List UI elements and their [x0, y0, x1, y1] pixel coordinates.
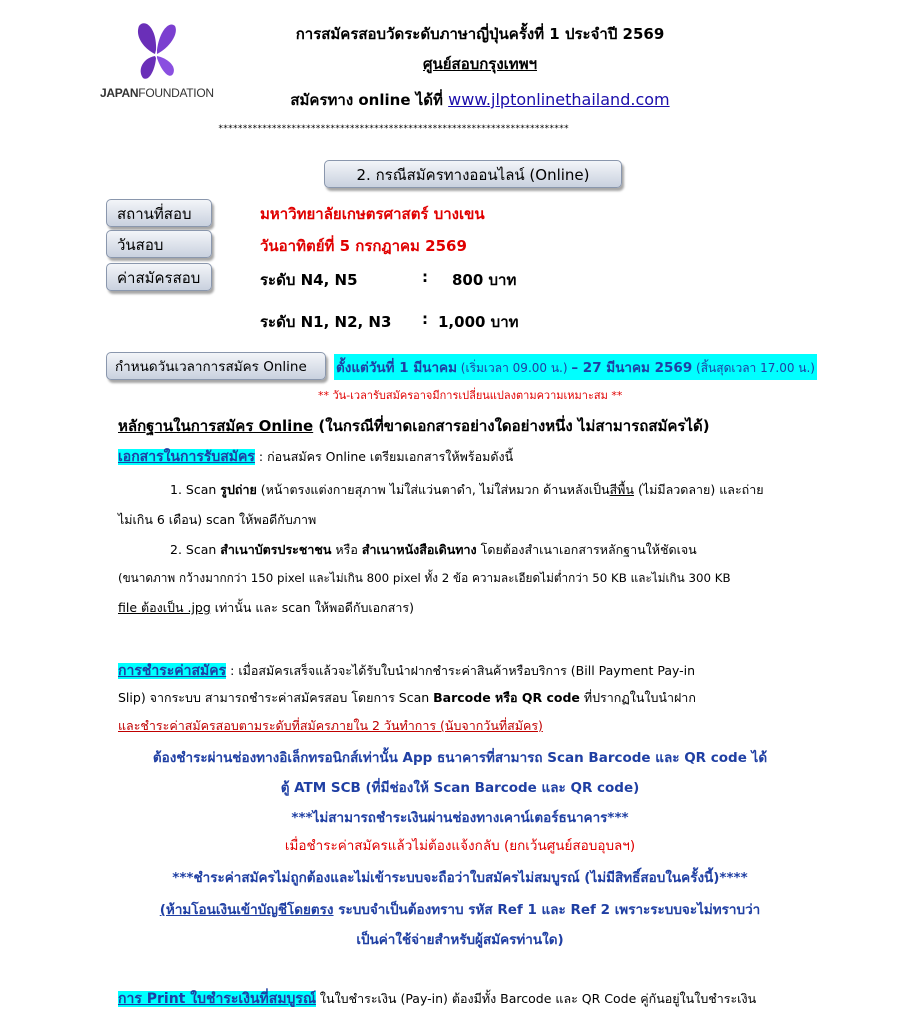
payment-line-6: ***ไม่สามารถชำระเงินผ่านช่องทางเคาน์เตอร์ธนาคาร*** — [291, 810, 629, 826]
item-2-line-2: (ขนาดภาพ กว้างมากกว่า 150 pixel และไม่เกิน 800 pixel ทั้ง 2 ข้อ ความละเอียดไม่ต่ำกว่า 50 KB และไม่เกิน 300 KB — [118, 571, 731, 585]
fee-label: ค่าสมัครสอบ — [106, 263, 212, 291]
docs-line: เอกสารในการรับสมัคร : ก่อนสมัคร Online เตรียมเอกสารให้พร้อมดังนี้ — [118, 449, 514, 465]
venue-label: สถานที่สอบ — [106, 199, 212, 227]
item-1-line-2: ไม่เกิน 6 เดือน) scan ให้พอดีกับภาพ — [118, 512, 317, 527]
fee-row-1-amount: 800 บาท — [452, 271, 517, 289]
period-value: ตั้งแต่วันที่ 1 มีนาคม (เริ่มเวลา 09.00 น.) – 27 มีนาคม 2569 (สิ้นสุดเวลา 17.00 น.) — [334, 354, 817, 380]
payment-line-4: ต้องชำระผ่านช่องทางอิเล็กทรอนิกส์เท่านั้น App ธนาคารที่สามารถ Scan Barcode และ QR code ได้ — [152, 750, 768, 766]
fee-row-2-amount: 1,000 บาท — [438, 313, 519, 331]
payment-line-9: (ห้ามโอนเงินเข้าบัญชีโดยตรง ระบบจำเป็นต้องทราบ รหัส Ref 1 และ Ref 2 เพราะระบบจะไม่ทราบว่า — [159, 902, 761, 918]
payment-line-2: Slip) จากระบบ สามารถชำระค่าสมัครสอบ โดยการ Scan Barcode หรือ QR code ที่ปรากฏในใบนำฝาก — [118, 690, 696, 705]
header-online: สมัครทาง online ได้ที่ www.jlptonlinethailand.com — [290, 90, 670, 109]
evidence-title: หลักฐานในการสมัคร Online (ในกรณีที่ขาดเอกสารอย่างใดอย่างหนึ่ง ไม่สามารถสมัครได้) — [118, 417, 710, 435]
item-2-line-1: 2. Scan สำเนาบัตรประชาชน หรือ สำเนาหนังสือเดินทาง โดยต้องสำเนาเอกสารหลักฐานให้ชัดเจน — [170, 542, 697, 557]
fee-row-2-colon: : — [422, 310, 428, 328]
item-1-line-1: 1. Scan รูปถ่าย (หน้าตรงแต่งกายสุภาพ ไม่ใส่แว่นตาดำ, ไม่ใส่หมวก ด้านหลังเป็นสีพื้น (ไม่มีลวดลาย) และถ่าย — [170, 482, 764, 497]
japan-foundation-logo — [100, 20, 214, 110]
date-value: วันอาทิตย์ที่ 5 กรกฎาคม 2569 — [260, 237, 467, 255]
fee-row-2-level: ระดับ N1, N2, N3 — [260, 313, 392, 331]
venue-value: มหาวิทยาลัยเกษตรศาสตร์ บางเขน — [260, 205, 485, 223]
section-title: 2. กรณีสมัครทางออนไลน์ (Online) — [324, 160, 622, 188]
header-title: การสมัครสอบวัดระดับภาษาญี่ปุ่นครั้งที่ 1 ประจำปี 2569 — [295, 25, 665, 43]
payment-line-5: ตู้ ATM SCB (ที่มีช่องให้ Scan Barcode และ QR code) — [280, 780, 640, 796]
item-2-line-3: file ต้องเป็น .jpg เท่านั้น และ scan ให้พอดีกับเอกสาร) — [118, 600, 414, 615]
header-center: ศูนย์สอบกรุงเทพฯ — [422, 55, 538, 73]
payment-line-1: การชำระค่าสมัคร : เมื่อสมัครเสร็จแล้วจะได้รับใบนำฝากชำระค่าสินค้าหรือบริการ (Bill Payment Pay-in — [118, 663, 696, 679]
logo-text: JAPANFOUNDATION — [100, 86, 214, 100]
date-label: วันสอบ — [106, 230, 212, 258]
payment-line-3: และชำระค่าสมัครสอบตามระดับที่สมัครภายใน 2 วันทำการ (นับจากวันที่สมัคร) — [118, 718, 543, 733]
butterfly-icon — [133, 20, 179, 84]
fee-row-1-level: ระดับ N4, N5 — [260, 271, 358, 289]
period-label: กำหนดวันเวลาการสมัคร Online — [106, 352, 326, 380]
fee-row-1-colon: : — [422, 268, 428, 286]
payment-line-10: เป็นค่าใช้จ่ายสำหรับผู้สมัครท่านใด) — [356, 932, 564, 948]
payment-line-8: ***ชำระค่าสมัครไม่ถูกต้องและไม่เข้าระบบจะถือว่าใบสมัครไม่สมบูรณ์ (ไม่มีสิทธิ์สอบในครั้งนี้)**** — [172, 870, 748, 886]
period-note: ** วัน-เวลารับสมัครอาจมีการเปลี่ยนแปลงตามความเหมาะสม ** — [318, 389, 623, 402]
registration-link[interactable]: www.jlptonlinethailand.com — [448, 90, 670, 109]
separator-stars: ************************************************************************ — [218, 124, 569, 134]
payment-line-7: เมื่อชำระค่าสมัครแล้วไม่ต้องแจ้งกลับ (ยกเว้นศูนย์สอบอุบลฯ) — [284, 838, 636, 854]
print-line: การ Print ใบชำระเงินที่สมบูรณ์ ในใบชำระเงิน (Pay-in) ต้องมีทั้ง Barcode และ QR Code คู่กันอยู่ในใบชำระเงิน — [118, 991, 757, 1007]
